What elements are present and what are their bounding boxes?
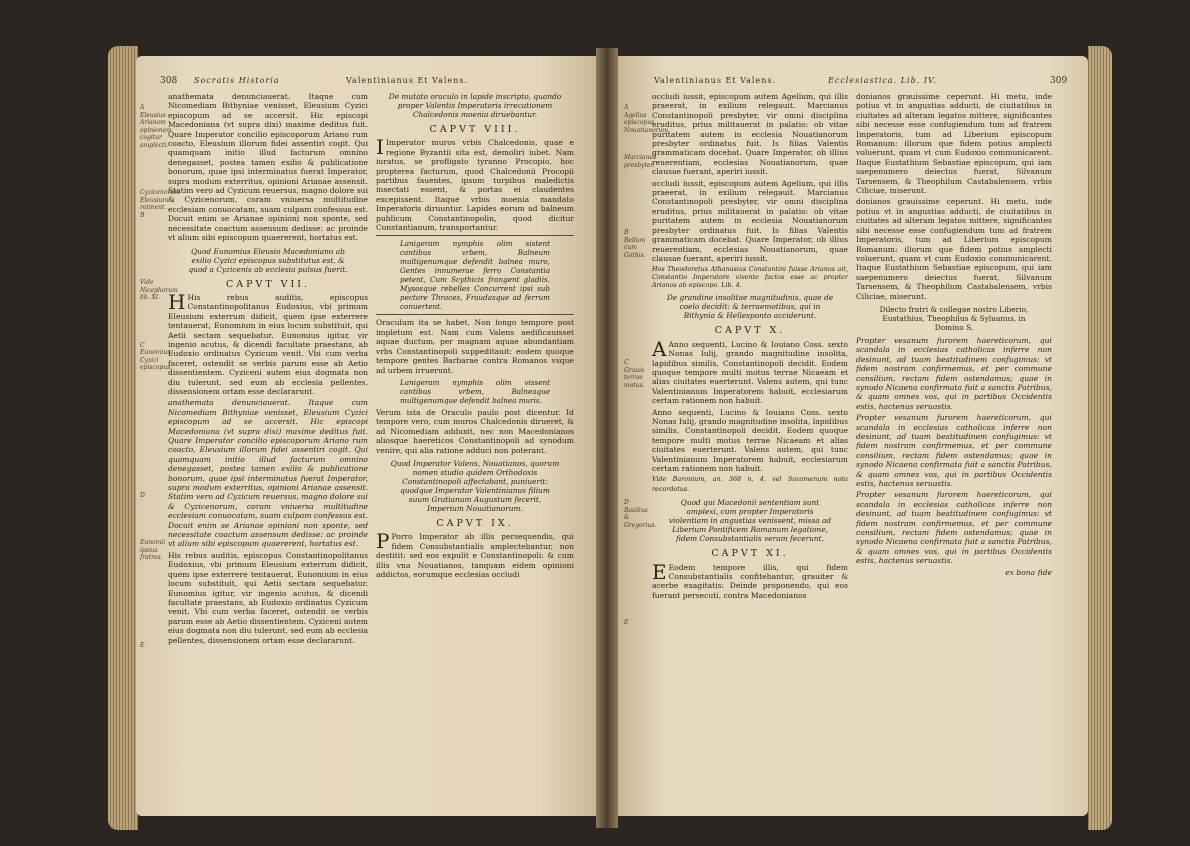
margin-notes-right-inner (624, 104, 671, 627)
margin-note: E (140, 641, 145, 649)
divider (376, 235, 574, 236)
paragraph: occludi iussit, episcopum autem Agelium, qui illis praeerat, in exilium relegauit. Marcianus Constantinopoli presbyter, vir omni disciplina eruditus, prius militauerat in palatio: ob vitae puritatem autem in ecclesia Nouatianorum presbyter ordinatus fuit. Is filias Valentis grammaticam docebat. Quare Imperator, ob illius reuerentiam, ecclesias Nouatianorum, quae clausae fuerant, aperiri iussit. (652, 92, 848, 177)
chapter-heading: CAPVT XI. (711, 548, 789, 560)
margin-note: Cyzicenorum Eleusium retinent. (140, 189, 180, 211)
running-head-right: Ecclesiastica. Lib. IV. (828, 76, 937, 85)
drop-cap: E (652, 559, 667, 584)
paragraph: donianos grauissime ceperunt. Hi metu, inde potius vt in angustias adducti, de ciuitatibus in ciuitates ad alteram legatos mittere, significantes sibi necesse esse confugiendum tum ad fratrem Imperatoris, tum ad Liberium episcopum Romanum: illorum que fidem potius amplecti voluerunt, quam vt cum Eudoxio communicarent. Itaque Eustathium Sebastiae episcopum, qui iam saepenumero deiectus fuerat, Silvanum Tarsensem, & Theophilum Castabalensem, vrbis Ciliciae, miserunt. (856, 197, 1052, 301)
left-column-2 (376, 92, 574, 808)
letter-text: Propter vesanum furorem haereticorum, qui scandala in ecclesias catholicas inferre non desinunt, ad tuam beatitudinem confugimus: vt fidem nostram confirmemus, et per commune consilium, rectam fidem ostendamus; quae in synodo Nicaena confirmata fuit a sanctis Patribus, & quam omnes vos, qui in partibus Occidentis estis, hactenus seruastis. (856, 490, 1052, 566)
paragraph-text: Imperator muros vrbis Chalcedonis, quae e regione Byzantii sita est, demoliri iubet. Nam iuratus, se profligato tyranno Procopio, hoc propterea facturum, quod Chalcedonii Procopii partibus fauentes, ipsum turpibus maledictis insectati essent, & portas ei claudentes excepissent. Itaque vrbis moenia mandato Imperatoris diruuntur. Lapides eorum ad balneum publicum Constantinopolin, quod dicitur Constantianum, transportantur. (376, 138, 574, 233)
paragraph: anathemata denunciauerat. Itaque cum Nicomediam Bithyniae venisset, Eleusium Cyzici episcopum ad se accersit. Hic episcopi Macedoniana (vt supra dixi) maxime deditus fuit. Quare Imperator concilio episcoporum Ariano rum coacto, Eleusium illorum fidei assentiri cogit. Qui quamquam initio illud facturum omnino denegasset, postea tamen exilio & publicatione bonorum, quae ipsi interminatus fuerat Imperator, supra modum exterritus, opinioni Arianae assensit. Statim vero ad Cyzicum reuersus, magno dolore sui & Cyzicenorum, coram vniuersa multitudine ecclesiam conuocatam, suam culpam confessus est. Docuit enim se Arianae opinioni non sponte, sed necessitate coactum assensum dedisse: ac proinde vt alium sibi episcopum quaererent, hortatus est. (168, 398, 368, 549)
running-head-left: Socratis Historia (194, 76, 280, 85)
paragraph: occludi iussit, episcopum autem Agelium, qui illis praeerat, in exilium relegauit. Marcianus Constantinopoli presbyter, vir omni disciplina eruditus, prius militauerat in palatio: ob vitae puritatem autem in ecclesia Nouatianorum presbyter ordinatus fuit. Is filias Valentis grammaticam docebat. Quare Imperator, ob illius reuerentiam, ecclesias Nouatianorum, quae clausae fuerant, aperiri iussit. (652, 178, 848, 263)
footnote: Hos Theodoretus Athanasius Constantini fuisse Arianos ait, Constantio Imperatore vivente factos esse ac propter Arianos ab episcopo. Lib. 4. (652, 265, 848, 290)
catchword: ex bona fide (1005, 567, 1052, 577)
paragraph: Verum ista de Oraculo paulo post dicentur. Id tempore vero, cum muros Chalcedonis dirueret, & ad Nicomediam adduxit, nec non Macedonianos aliosque haereticos Constantinopoli ad synodum venire, qui alia ratione adduci non poterant. (376, 407, 574, 455)
paragraph (168, 289, 368, 396)
paragraph-text: Anno sequenti, Lucino & Iouiano Coss. sexto Nonas Iulij, grando magnitudine insolita, lapidibus similis, Constantinopoli decidit. Eodem quoque tempore multi motus terrae Nicaeam et alias ciuitates euerterunt. Valens autem, qui tunc Valentinianum Imperatorem habuit, ecclesiarum certam rationem non habuit. (652, 339, 848, 406)
left-column-1 (168, 92, 368, 808)
right-column-2 (856, 92, 1052, 808)
paragraph: donianos grauissime ceperunt. Hi metu, inde potius vt in angustias adducti, de ciuitatibus in ciuitates ad alteram legatos mittere, significantes sibi necesse esse confugiendum tum ad fratrem Imperatoris, tum ad Liberium episcopum Romanum: illorum que fidem potius amplecti voluerunt, quam vt cum Eudoxio communicarent. Itaque Eustathium Sebastiae episcopum, qui iam saepenumero deiectus fuerat, Silvanum Tarsensem, & Theophilum Castabalensem, vrbis Ciliciae, miserunt. (856, 92, 1052, 196)
margin-note: Eleusius Arianam opinionem cogitur amplecti. (140, 111, 172, 149)
right-page (618, 56, 1088, 816)
paragraph-text: Porro Imperator ab illis persequendis, qui fidem Consubstantialis amplectebantur, non destitit: sed eos expulit e Constantinopoli: & cum illis vna Nouatianos, tanquam eidem opinioni addictos, eorumque ecclesias occludi (376, 532, 574, 579)
margin-note: Vide Nicephorum lib. XI. (140, 279, 178, 301)
chapter-summary: Quod Imperator Valens, Nouatianos, quorum nomen studio quidem Orthodoxis Constantinopoli affectabant, puniuerit: quodque Imperator Valentinianus filium suum Gratianum Augustum fecerit, Imperium Nouatianorum. (390, 458, 560, 513)
margin-note: E (624, 619, 629, 626)
verse-block: Lanigeram nymphis olim vissent cantibus vrbem, Balneaque multigenumque defendit balnea muris. (400, 377, 550, 405)
paragraph: anathemata denunciauerat. Itaque cum Nicomediam Bithyniae venisset, Eleusium Cyzici episcopum ad se accersit. Hic episcopi Macedoniana (vt supra dixi) maxime deditus fuit. Quare Imperator concilio episcoporum Ariano rum coacto, Eleusium illorum fidei assentiri cogit. Qui quamquam initio illud facturum omnino denegasset, postea tamen exilio & publicatione bonorum, quae ipsi interminatus fuerat Imperator, supra modum exterritus, opinioni Arianae assensit. Statim vero ad Cyzicum reuersus, magno dolore sui & Cyzicenorum, coram vniuersa multitudine ecclesiam conuocatam, suam culpam confessus est. Docuit enim se Arianae opinioni non sponte, sed necessitate coactum assensum dedisse: ac proinde vt alium sibi episcopum quaererent, hortatus est. (168, 92, 368, 243)
margin-note: D (140, 491, 145, 499)
margin-note: A (140, 104, 145, 111)
margin-note: Agelius episcopus Nouatianorum. (624, 111, 671, 134)
margin-note: C (140, 341, 145, 349)
paragraph: Oraculum ita se habet. Non longo tempore post impletum est. Nam cum Valens aedificauisset aquae ductum, per magnam aquae abundantiam vrbs Constantinopoli suppeditauit: eodem quoque tempore gentes Barbarae contra Romanos vsque ad urbem irruerunt. (376, 318, 574, 375)
verse-block: Lanigeram nymphis olim sistent cantibus vrbem, Balneum multigenumque defendit balnea muro, Gentes innumerae ferro Constantia petent, Cum Scythicis frangent gladiis, Mysosque rebelles Concurrent ipsi sub pectore Thraces, Fraudasque ad ferrum conuertent. (400, 239, 550, 312)
book-spread (108, 38, 1108, 838)
drop-cap: A (652, 336, 667, 361)
paragraph: Anno sequenti, Lucino & Iouiano Coss. sexto Nonas Iulij, grando magnitudine insolita, lapidibus similis, Constantinopoli decidit. Eodem quoque tempore multi motus terrae Nicaeam et alias ciuitates euerterunt. Valens autem, qui tunc Valentinianum Imperatorem habuit, ecclesiarum certam rationem non habuit. (652, 407, 848, 473)
margin-note: D (624, 499, 629, 506)
page-number-left: 308 (160, 76, 178, 86)
chapter-summary: De grandine insolitae magnitudinis, quae de coelo decidit: & terraemotibus, qui in Bithynia & Hellesponto acciderunt. (666, 293, 834, 321)
paragraph: His rebus auditis, episcopus Constantinopolitanus Eudoxius, vbi primum Eleusium exterrum didicit, quem ipse exterrere tentauerat, Eunomium in eius locum substituit, qui Aetii sectam sequebatur. Eunomius igitur, vir ingenio acutus, & dicendi facultate praestans, ab Eudoxio ordinatus Cyzicum venit. Vbi cum verba faceret, ostendit se verbis parum esse ab Aetio dissentientem. Cyziceni autem eius dogmata non diu tulerunt, sed eum ab ecclesia pellentes, dissensionem ortam esse declararunt. (168, 550, 368, 645)
letter-text: Propter vesanum furorem haereticorum, qui scandala in ecclesias catholicas inferre non desinunt, ad tuam beatitudinem confugimus: vt fidem nostram confirmemus, et per commune consilium, rectam fidem ostendamus; quae in synodo Nicaena confirmata fuit a sanctis Patribus, & quam omnes vos, qui in partibus Occidentis estis, hactenus seruastis. (856, 413, 1052, 489)
margin-note: Grauis terrae motus. (624, 366, 645, 389)
chapter-summary: Quod Eunomius Eleusio Macedoniano ab exilio Cyzici episcopus substitutus est, & quod a Cyzicenis ab ecclesia pulsus fuerit. (188, 246, 348, 274)
footnote: Vide Baronium, an. 368 n. 4. vel Sozomenum nota recordatus. (652, 475, 848, 493)
letter-salutation: Dilecto fratri & collegae nostro Liberio, Eustathius, Theophilus & Syluanus, in Domino S. (879, 304, 1029, 332)
paragraph (376, 135, 574, 233)
letter-text: Propter vesanum furorem haereticorum, qui scandala in ecclesias catholicas inferre non desinunt, ad tuam beatitudinem confugimus: vt fidem nostram confirmemus, et per commune consilium, rectam fidem ostendamus; quae in synodo Nicaena confirmata fuit a sanctis Patribus, & quam omnes vos, qui in partibus Occidentis estis, hactenus seruastis. (856, 335, 1052, 411)
margin-note: Marcianus presbyter. (624, 154, 657, 169)
margin-note: Eunomius Cyzici episcopus. (140, 349, 173, 371)
running-head-center-left: Valentinianus Et Valens. (346, 76, 468, 85)
book-spine (596, 48, 618, 828)
chapter-heading: CAPVT IX. (436, 517, 514, 529)
drop-cap: H (168, 289, 186, 314)
paragraph-text: His rebus auditis, episcopus Constantinopolitanus Eudoxius, vbi primum Eleusium exterrum didicit, quem ipse exterrere tentauerat, Eunomium in eius locum substituit, qui Aetii sectam sequebatur. Eunomius igitur, vir ingenio acutus, & dicendi facultate praestans, ab Eudoxio ordinatus Cyzicum venit. Vbi cum verba faceret, ostendit se verbis parum esse ab Aetio dissentientem. Cyziceni autem eius dogmata non diu tulerunt, sed eum ab ecclesia pellentes, dissensionem ortam esse declararunt. (168, 292, 368, 396)
drop-cap: I (376, 135, 384, 160)
paragraph-text: Eodem tempore illis, qui fidem Consubstantialis confitebantur, grauiter & acerbe exagitatis: Deinde proponendo, qui eos fuerant persecuti, contra Macedonianos (652, 562, 848, 600)
margin-note: B (624, 229, 629, 236)
left-page (136, 56, 596, 816)
paragraph (652, 559, 848, 601)
chapter-heading: CAPVT VIII. (429, 124, 521, 135)
drop-cap: P (376, 529, 390, 554)
page-number-right: 309 (1050, 76, 1068, 86)
chapter-heading: CAPVT VII. (225, 278, 311, 290)
chapter-summary: Quod qui Macedonii sententiam sunt amplexi, cum propter Imperatoris violentiam in angustias venissent, missa ad Liberium Pontificem Romanum legatione, fidem Consubstantialis veram fecerunt. (668, 498, 832, 544)
margin-note: B (140, 211, 145, 219)
margin-notes-left (140, 104, 180, 649)
margin-note: Eunomii ipsius fratres. (140, 539, 166, 561)
margin-note: A (624, 104, 629, 111)
paragraph (376, 529, 574, 579)
margin-note: Bellum cum Gothis. (624, 236, 646, 259)
page-edges-right (1088, 46, 1112, 830)
divider (376, 314, 574, 315)
margin-note: Basilius & Gregorius. (624, 506, 657, 529)
chapter-summary: De mutato oraculo in lapide inscripto, quando proper Valentis Imperatoris irrecationem Chalcedonis moenia diruebantur. (388, 92, 562, 119)
chapter-heading: CAPVT X. (714, 325, 786, 337)
margin-note: C (624, 359, 629, 366)
running-head-center-right: Valentinianus Et Valens. (654, 76, 776, 85)
page-edges-left (108, 46, 138, 830)
paragraph (652, 336, 848, 406)
right-column-1 (652, 92, 848, 808)
